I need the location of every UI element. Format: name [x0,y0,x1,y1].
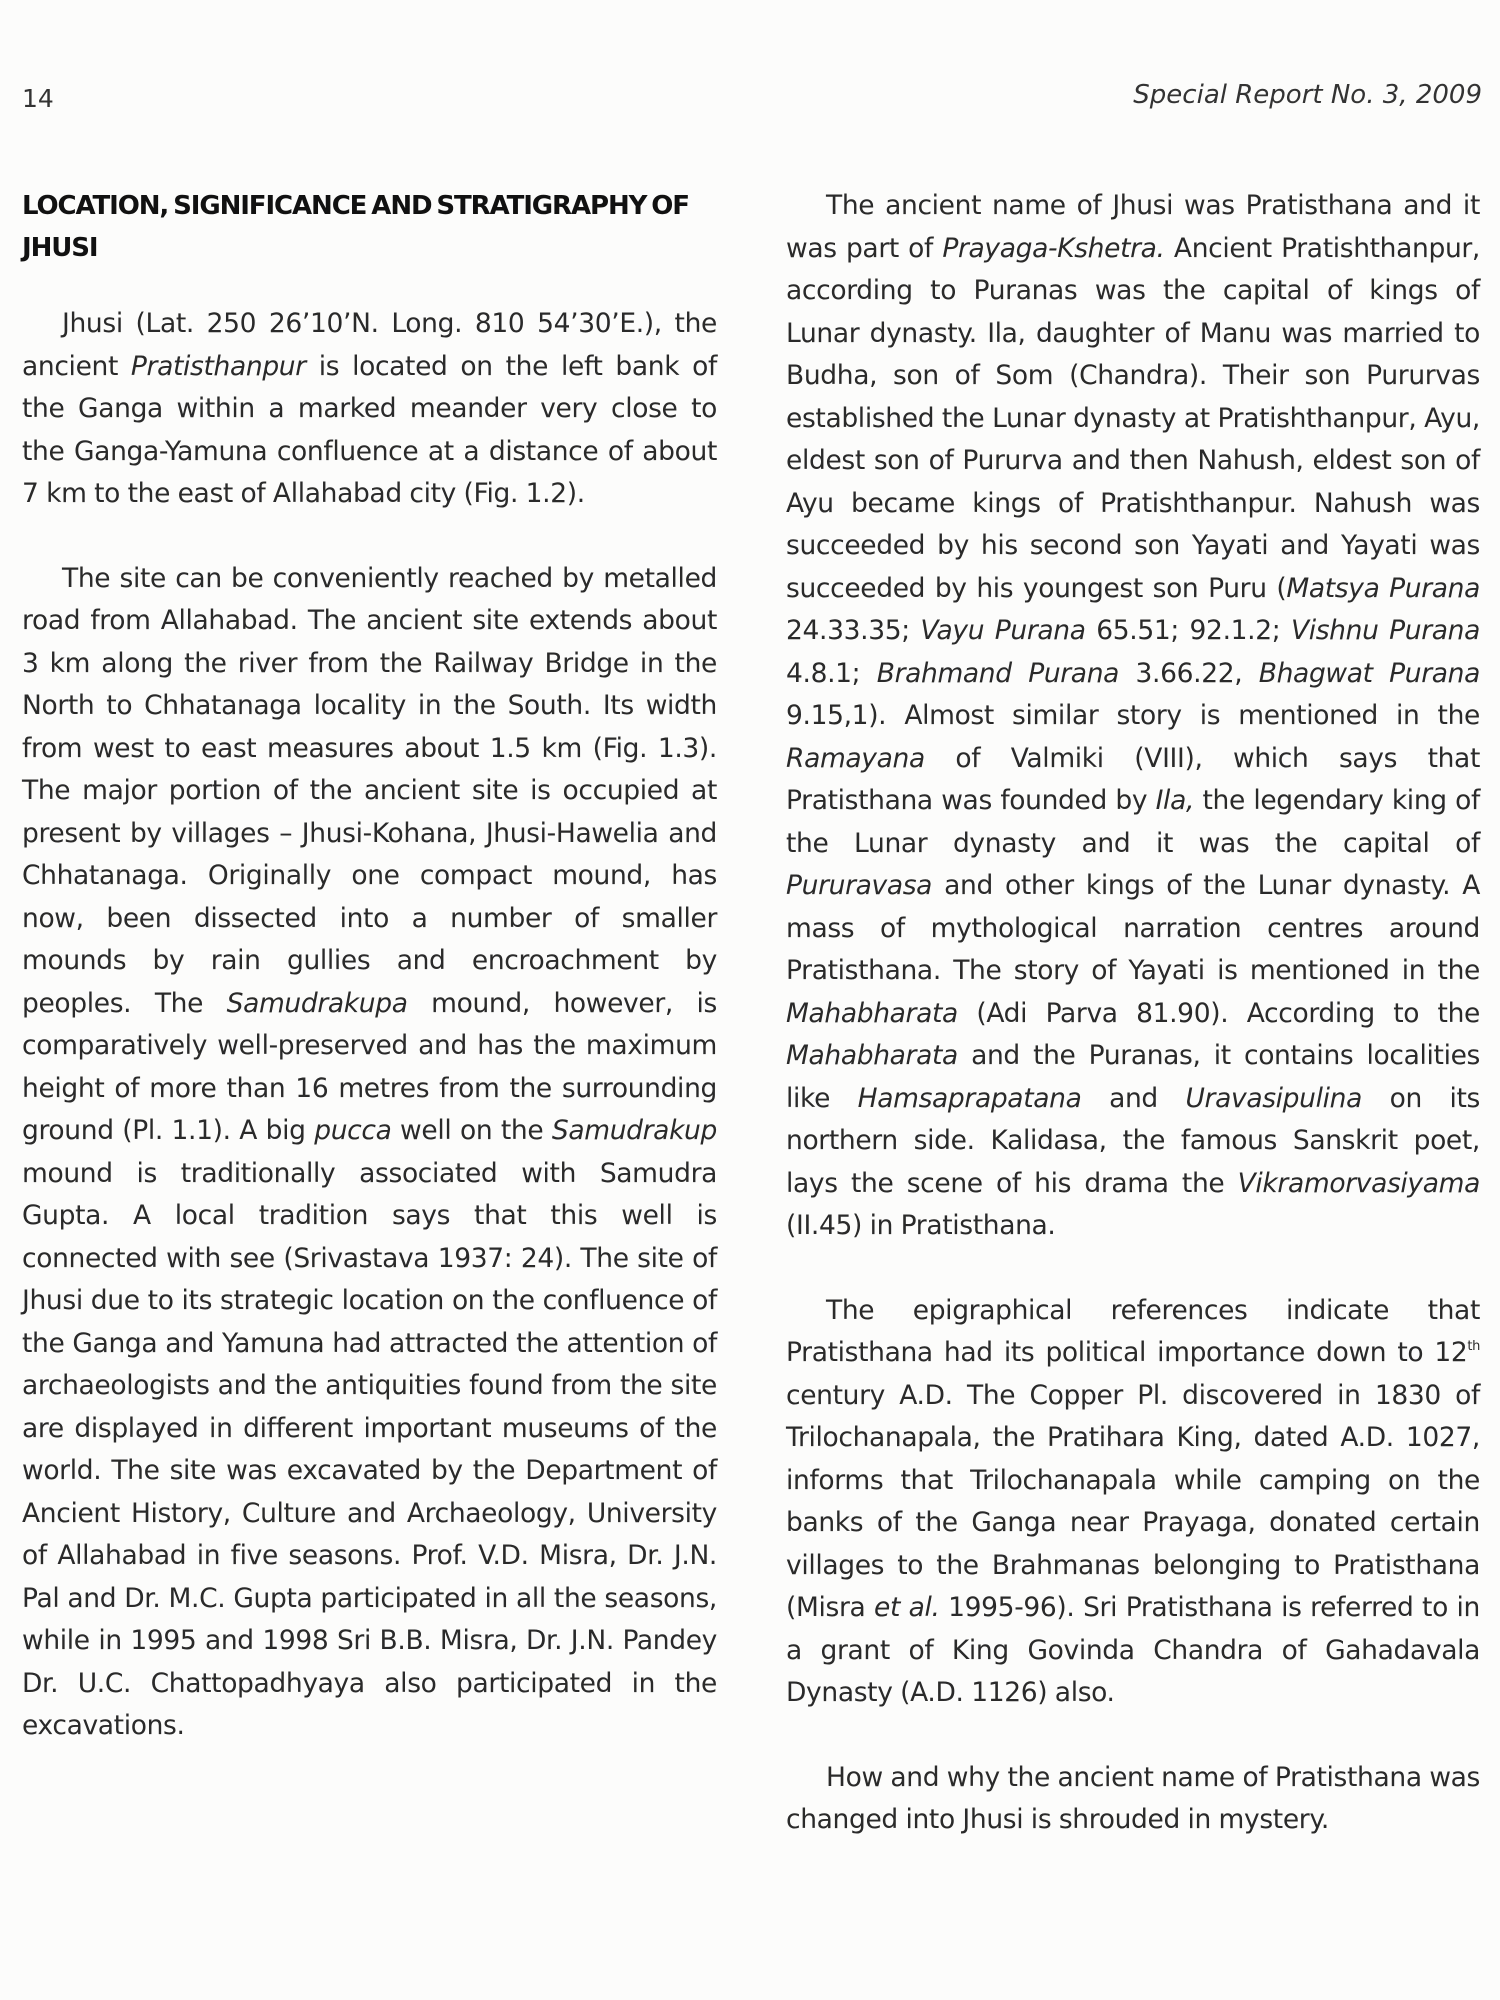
section-heading: LOCATION, SIGNIFICANCE AND STRATIGRAPHY OF JHUSI [22,191,689,263]
italic-term: Pururavasa [786,870,933,901]
left-column [22,185,717,1748]
paragraph-epigraphical: The epigraphical references indicate that Pratisthana had its political importance down to 12th century A.D. The Copper Pl. discovered in 1830 of Trilochanapala, the Pratihara King, dated A.D. 1027, informs that Trilochanapala while camping on the banks of the Ganga near Prayaga, donated certain villages to the Brahmanas belonging to Pratisthana (Misra et al. 1995-96). Sri Pratisthana is referred to in a grant of King Govinda Chandra of Gahadavala Dynasty (A.D. 1126) also. [786,1294,1481,1708]
italic-term: Samudrakupa [226,987,408,1019]
running-head: Special Report No. 3, 2009 [1133,80,1482,110]
italic-term: Mahabharata [786,1040,958,1071]
italic-term: Bhagwat Purana [1258,657,1480,689]
italic-term: et al. [874,1592,940,1623]
superscript: th [1467,1339,1480,1354]
italic-term: Uravasipulina [1185,1082,1362,1114]
italic-term: pucca [314,1115,392,1146]
italic-term: Ila, [1155,785,1195,816]
paragraph-location: Jhusi (Lat. 250 26’10’N. Long. 810 54’30’E.), the ancient Pratisthanpur is located on the left bank of the Ganga within a marked meander very close to the Ganga-Yamuna confluence at a distance of about 7 km to the east of Allahabad city (Fig. 1.2). [22,308,717,509]
paragraph-name-change: How and why the ancient name of Pratisthana was changed into Jhusi is shrouded in mystery. [786,1761,1480,1835]
italic-term: Vishnu Purana [1290,615,1480,646]
italic-term: Ramayana [786,742,925,774]
right-column [786,185,1480,1842]
italic-term: Samudrakup [551,1115,717,1146]
italic-term: Brahmand Purana [876,657,1120,689]
italic-term: Mahabharata [786,997,958,1029]
paragraph-site-description: The site can be conveniently reached by metalled road from Allahabad. The ancient site extends about 3 km along the river from the Railway Bridge in the North to Chhatanaga locality in the South. Its width from west to east measures about 1.5 km (Fig. 1.3). The major portion of the ancient site is occupied at present by villages – Jhusi-Kohana, Jhusi-Hawelia and Chhatanaga. Originally one compact mound, has now, been dissected into a number of smaller mounds by rain gullies and encroachment by peoples. The Samudrakupa mound, however, is comparatively well-preserved and has the maximum height of more than 16 metres from the surrounding ground (Pl. 1.1). A big pucca well on the Samudrakup mound is traditionally associated with Samudra Gupta. A local tradition says that this well is connected with see (Srivastava 1937: 24). The site of Jhusi due to its strategic location on the confluence of the Ganga and Yamuna had attracted the attention of archaeologists and the antiquities found from the site are displayed in different important museums of the world. The site was excavated by the Department of Ancient History, Culture and Archaeology, University of Allahabad in five seasons. Prof. V.D. Misra, Dr. J.N. Pal and Dr. M.C. Gupta participated in all the seasons, while in 1995 and 1998 Sri B.B. Misra, Dr. J.N. Pandey Dr. U.C. Chattopadhyaya also participated in the excavations. [22,562,717,1741]
italic-term: Vikramorvasiyama [1237,1167,1480,1199]
italic-term: Vayu Purana [920,615,1086,646]
paragraph-ancient-name: The ancient name of Jhusi was Pratisthana and it was part of Prayaga-Kshetra. Ancient Pratishthanpur, according to Puranas was the capital of kings of Lunar dynasty. Ila, daughter of Manu was married to Budha, son of Som (Chandra). Their son Pururvas established the Lunar dynasty at Pratishthanpur, Ayu, eldest son of Pururva and then Nahush, eldest son of Ayu became kings of Pratishthanpur. Nahush was succeeded by his second son Yayati and Yayati was succeeded by his youngest son Puru (Matsya Purana 24.33.35; Vayu Purana 65.51; 92.1.2; Vishnu Purana 4.8.1; Brahmand Purana 3.66.22, Bhagwat Purana 9.15,1). Almost similar story is mentioned in the Ramayana of Valmiki (VIII), which says that Pratisthana was founded by Ila, the legendary king of the Lunar dynasty and it was the capital of Pururavasa and other kings of the Lunar dynasty. A mass of mythological narration centres around Pratisthana. The story of Yayati is mentioned in the Mahabharata (Adi Parva 81.90). According to the Mahabharata and the Puranas, it contains localities like Hamsaprapatana and Uravasipulina on its northern side. Kalidasa, the famous Sanskrit poet, lays the scene of his drama the Vikramorvasiyama (II.45) in Pratisthana. [786,190,1481,1241]
italic-term: Prayaga-Kshetra. [942,232,1165,264]
italic-term: Matsya Purana [1286,572,1480,604]
italic-term: Pratisthanpur [130,350,306,382]
italic-term: Hamsaprapatana [857,1082,1082,1114]
page-number: 14 [22,84,54,113]
